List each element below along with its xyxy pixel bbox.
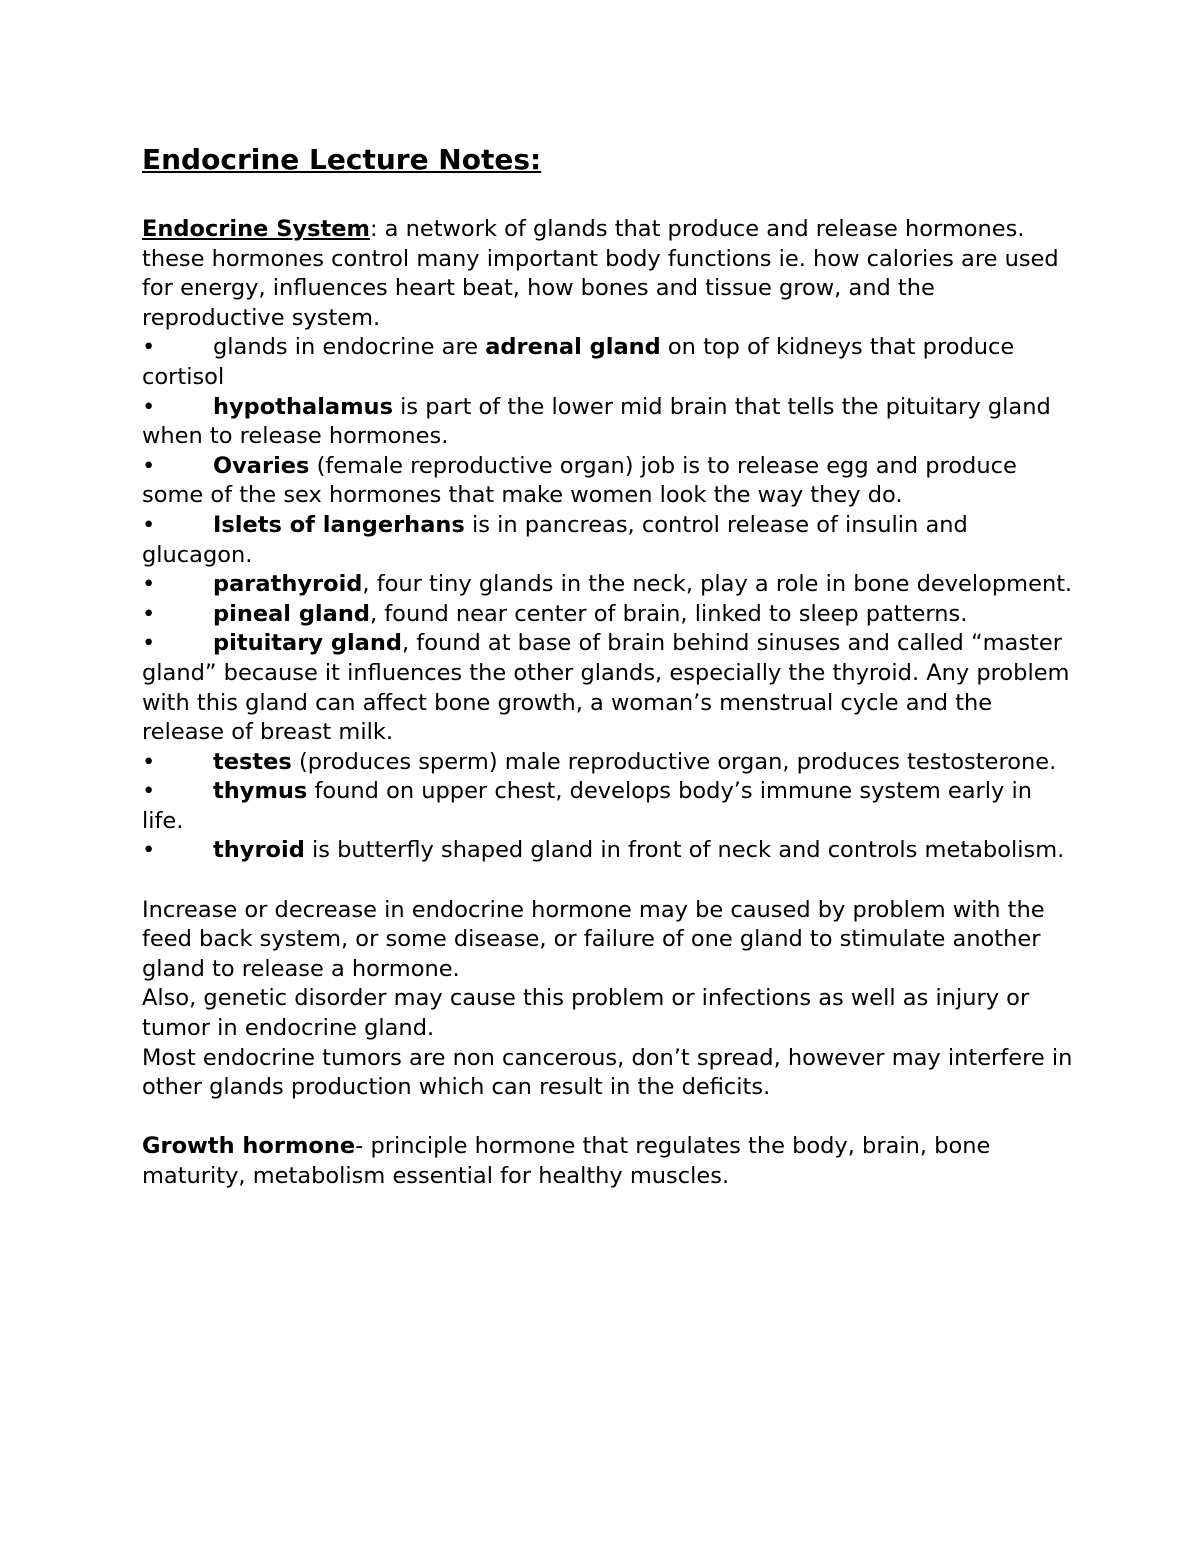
causes-paragraph-3: Most endocrine tumors are non cancerous, don’t spread, however may interfere in other glands production which can result in the deficits. <box>142 1044 1073 1101</box>
gland-description: (produces sperm) male reproductive organ, produces testosterone. <box>291 748 1057 775</box>
gland-term: thymus <box>213 778 308 805</box>
gland-description: , four tiny glands in the neck, play a role in bone development. <box>362 571 1073 598</box>
list-item <box>142 600 1077 630</box>
list-item <box>142 629 1077 747</box>
gland-term: parathyroid <box>213 571 363 598</box>
list-item <box>142 452 1077 511</box>
bullet-icon: • <box>142 393 156 420</box>
bullet-icon: • <box>142 748 156 775</box>
bullet-icon: • <box>142 600 156 627</box>
growth-hormone-text: - principle hormone that regulates the body, brain, bone maturity, metabolism essential for healthy muscles. <box>142 1133 991 1189</box>
gland-term: pituitary gland <box>213 630 402 657</box>
bullet-icon: • <box>142 778 156 805</box>
bullet-icon: • <box>142 452 156 479</box>
document-page <box>142 140 1077 1192</box>
gland-description: is in pancreas, control release of insulin and glucagon. <box>142 511 968 568</box>
intro-text: : a network of glands that produce and release hormones. these hormones control many important body functions ie. how calories are used for energy, influences heart beat, how bones and tissue grow, and the reproductive system. <box>142 216 1059 331</box>
bullet-icon: • <box>142 334 156 361</box>
intro-paragraph <box>142 215 1077 333</box>
gland-description: on top of kidneys that produce cortisol <box>142 334 1015 390</box>
document-title: Endocrine Lecture Notes: <box>142 143 542 176</box>
intro-term: Endocrine System <box>142 216 370 242</box>
gland-term: Islets of langerhans <box>213 511 465 538</box>
list-item <box>142 570 1077 600</box>
gland-term: hypothalamus <box>213 393 393 420</box>
gland-description: found on upper chest, develops body’s immune system early in life. <box>142 778 1032 834</box>
bullet-icon: • <box>142 571 156 598</box>
gland-pre: glands in endocrine are <box>213 334 486 361</box>
blank-line <box>142 866 1077 896</box>
bullet-icon: • <box>142 837 156 864</box>
gland-list <box>142 333 1077 866</box>
list-item <box>142 333 1077 392</box>
growth-hormone-paragraph <box>142 1132 1077 1191</box>
gland-term: testes <box>213 748 292 775</box>
blank-line <box>142 1103 1077 1133</box>
gland-term: adrenal gland <box>485 334 661 361</box>
list-item <box>142 777 1077 836</box>
growth-hormone-term: Growth hormone <box>142 1133 356 1160</box>
bullet-icon: • <box>142 630 156 657</box>
gland-description: is butterfly shaped gland in front of neck and controls metabolism. <box>304 837 1065 864</box>
gland-description: , found at base of brain behind sinuses and called “master gland” because it influences the other glands, especially the thyroid. Any problem with this gland can affect bone growth, a woman’s menstrual cycle and the release of breast milk. <box>142 630 1070 746</box>
gland-description: (female reproductive organ) job is to release egg and produce some of the sex hormones that make women look the way they do. <box>142 452 1017 509</box>
list-item <box>142 511 1077 570</box>
gland-term: Ovaries <box>213 452 310 479</box>
gland-term: pineal gland <box>213 600 370 627</box>
gland-description: , found near center of brain, linked to sleep patterns. <box>369 600 968 627</box>
causes-paragraph-2: Also, genetic disorder may cause this problem or infections as well as injury or tumor in endocrine gland. <box>142 985 1030 1042</box>
gland-description: is part of the lower mid brain that tells the pituitary gland when to release hormones. <box>142 393 1051 450</box>
list-item <box>142 836 1077 866</box>
gland-term: thyroid <box>213 837 305 864</box>
bullet-icon: • <box>142 511 156 538</box>
causes-paragraph-1: Increase or decrease in endocrine hormone may be caused by problem with the feed back system, or some disease, or failure of one gland to stimulate another gland to release a hormone. <box>142 896 1045 982</box>
list-item <box>142 748 1077 778</box>
list-item <box>142 393 1077 452</box>
